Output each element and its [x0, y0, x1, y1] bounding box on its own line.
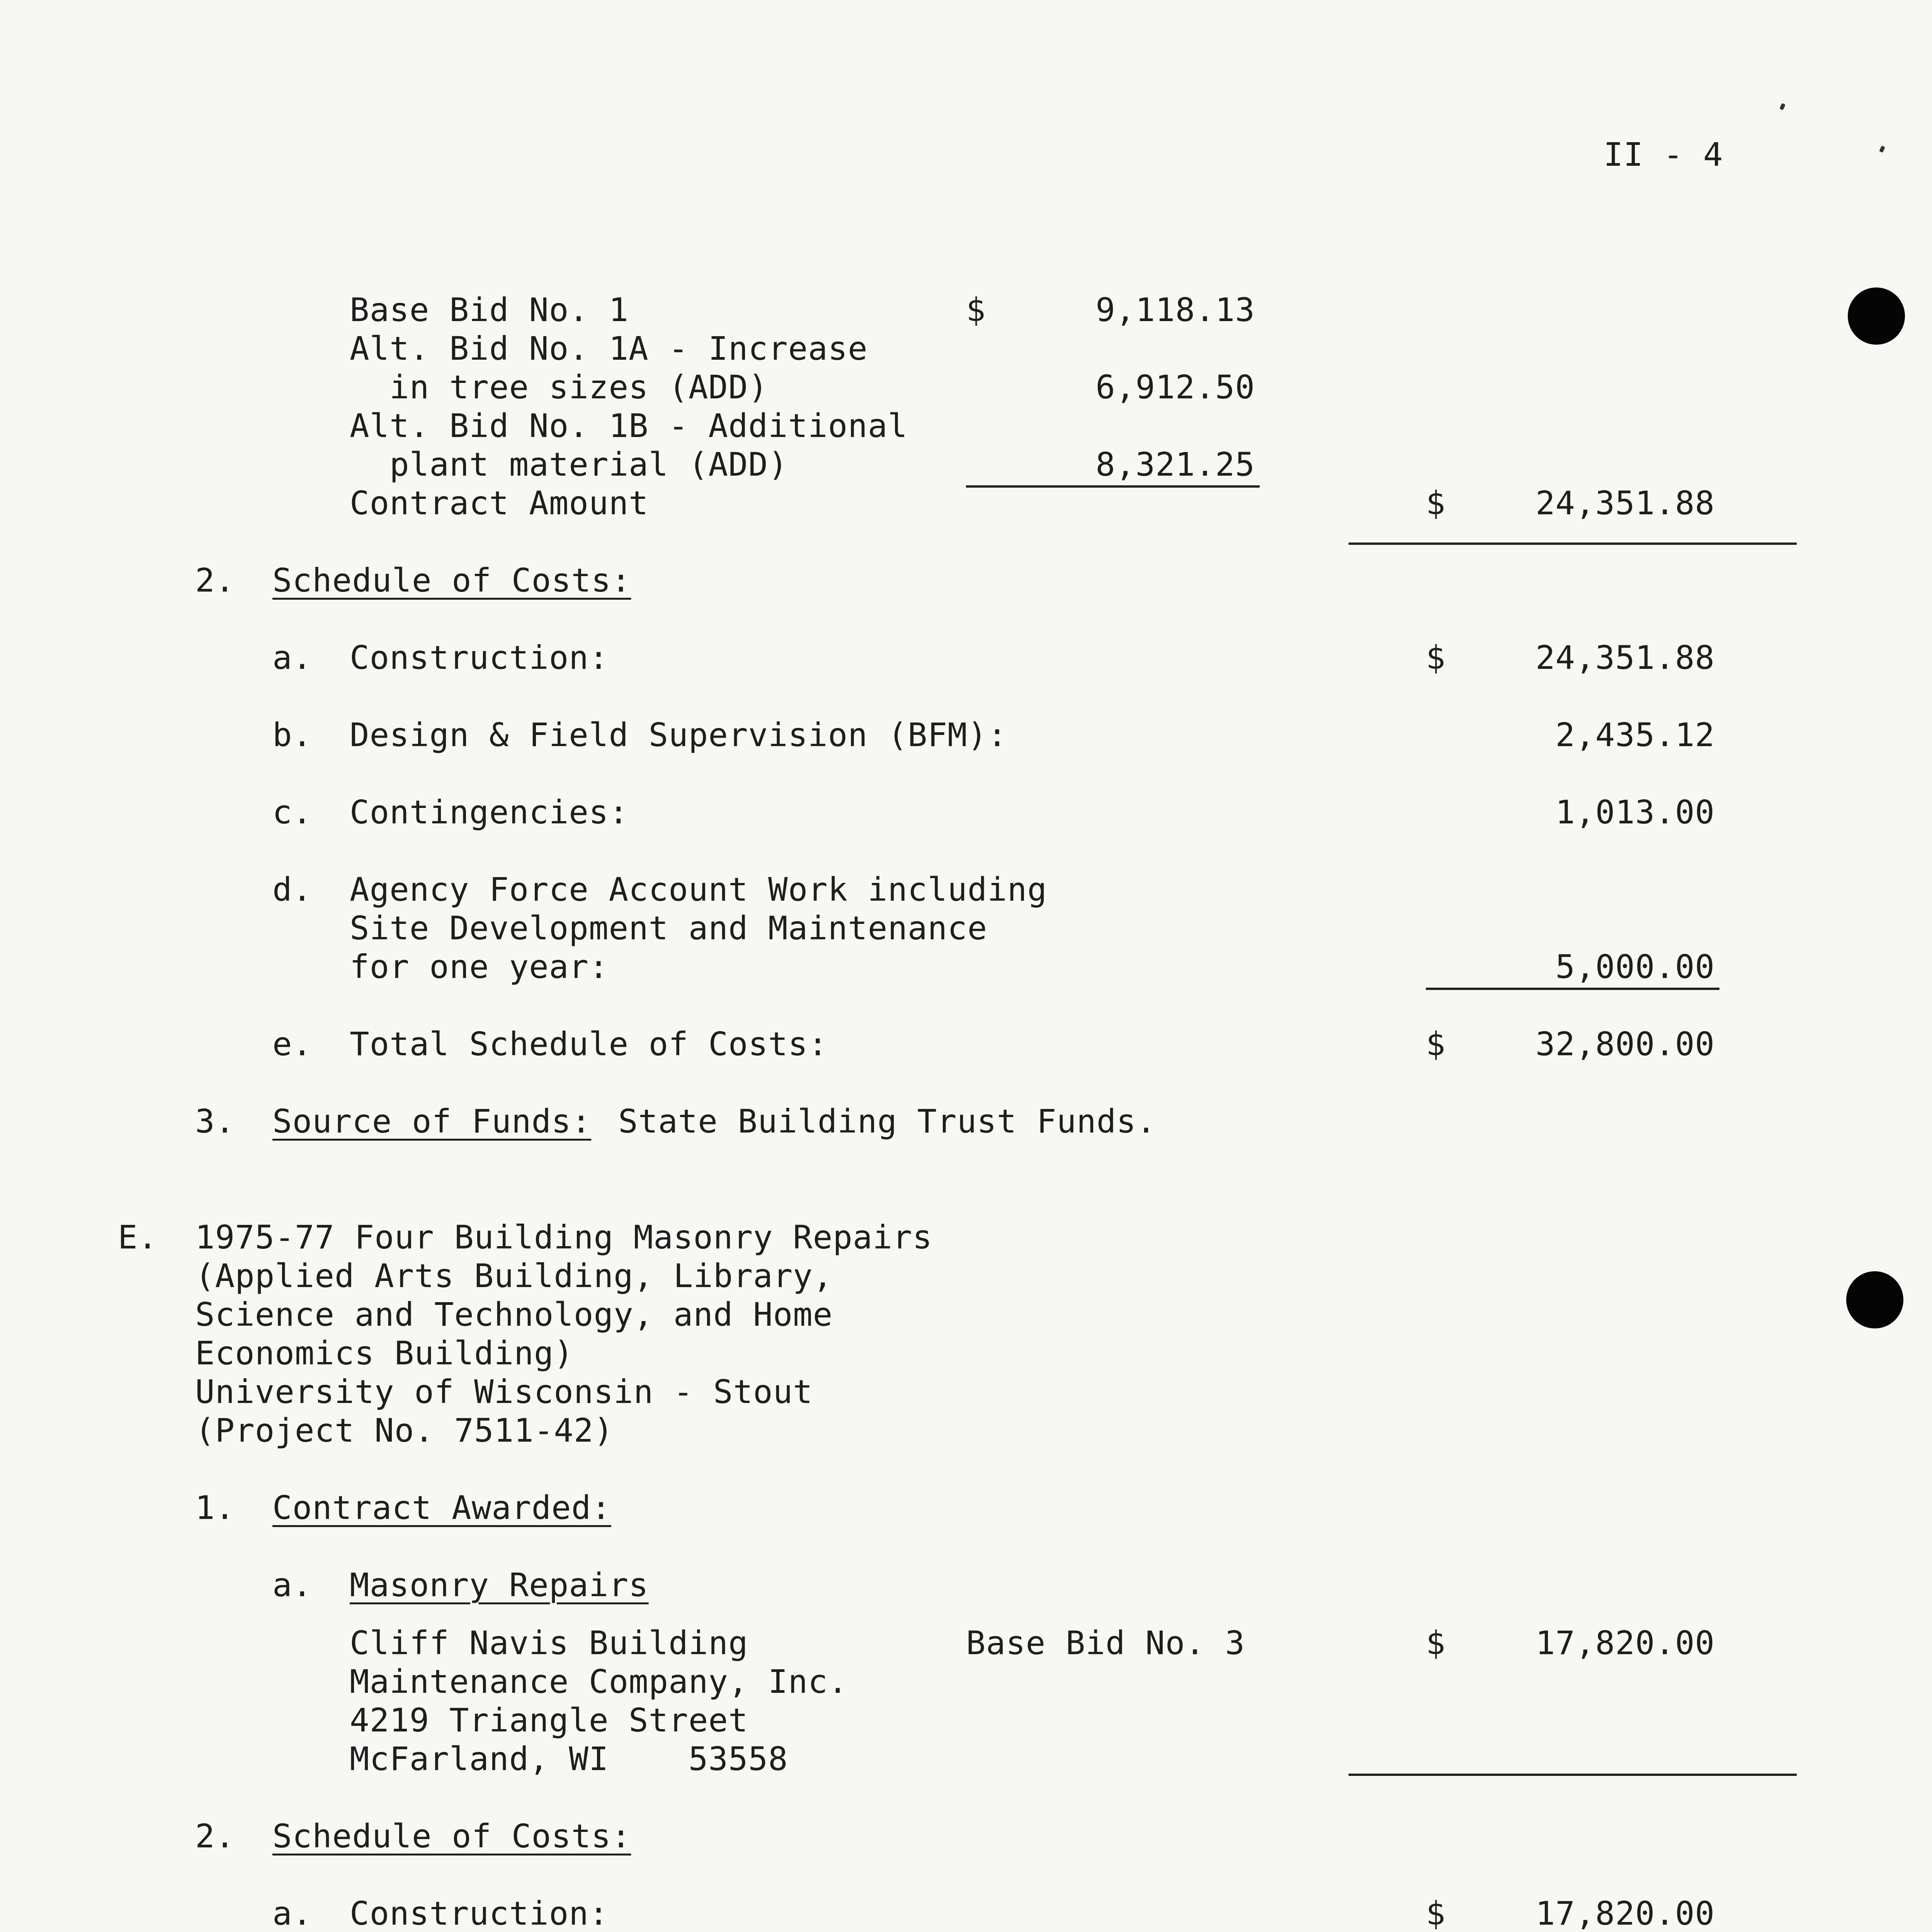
item-number: 1.	[195, 1489, 235, 1527]
section-heading: Contract Awarded:	[272, 1489, 611, 1527]
cost-currency: $	[1426, 1025, 1446, 1063]
bid-label: Base Bid No. 1	[350, 291, 629, 329]
cost-letter: e.	[272, 1025, 313, 1063]
title-line: Economics Building)	[195, 1334, 574, 1372]
contractor-line: Cliff Navis Building	[350, 1624, 748, 1662]
cost-label: Construction:	[350, 639, 609, 677]
total-rule	[1349, 1774, 1797, 1776]
cost-letter: a.	[272, 1895, 313, 1932]
cost-amount: 1,013.00	[1555, 793, 1715, 831]
title-line: 1975-77 Four Building Masonry Repairs	[195, 1218, 933, 1256]
contract-amount: 24,351.88	[1535, 484, 1715, 522]
cost-label: Total Schedule of Costs:	[350, 1025, 828, 1063]
bid-amount: 8,321.25	[1095, 446, 1255, 483]
bid-label: Alt. Bid No. 1A - Increase	[350, 330, 868, 367]
contractor-line: 4219 Triangle Street	[350, 1701, 748, 1739]
section-heading: Schedule of Costs:	[272, 561, 631, 599]
bid-label: in tree sizes (ADD)	[350, 368, 769, 406]
cost-letter: a.	[272, 1566, 313, 1604]
cost-label: Site Development and Maintenance	[350, 909, 988, 947]
subheading: Masonry Repairs	[350, 1566, 649, 1604]
cost-label: Contingencies:	[350, 793, 629, 831]
total-rule	[1349, 543, 1797, 545]
page-number: II - 4	[1604, 136, 1723, 173]
cost-amount: 5,000.00	[1555, 948, 1715, 986]
cost-label: Construction:	[350, 1895, 609, 1932]
section-heading: Schedule of Costs:	[272, 1817, 631, 1855]
section-letter: E.	[118, 1218, 158, 1256]
cost-label: Design & Field Supervision (BFM):	[350, 716, 1007, 754]
cost-letter: c.	[272, 793, 313, 831]
cost-label: for one year:	[350, 948, 609, 986]
title-line: (Project No. 7511-42)	[195, 1412, 614, 1449]
item-number: 2.	[195, 561, 235, 599]
source-text: State Building Trust Funds.	[618, 1102, 1156, 1140]
title-line: University of Wisconsin - Stout	[195, 1373, 813, 1411]
contractor-line: Maintenance Company, Inc.	[350, 1663, 848, 1701]
bid-label: plant material (ADD)	[350, 446, 788, 483]
contract-amount-label: Contract Amount	[350, 484, 649, 522]
cost-currency: $	[1426, 639, 1446, 677]
binder-hole	[1846, 1271, 1903, 1328]
title-line: Science and Technology, and Home	[195, 1296, 833, 1333]
cost-amount: 2,435.12	[1555, 716, 1715, 754]
section-heading: Source of Funds:	[272, 1102, 592, 1140]
cost-amount: 32,800.00	[1535, 1025, 1715, 1063]
paper-speck	[1879, 146, 1885, 153]
item-number: 2.	[195, 1817, 235, 1855]
cost-letter: b.	[272, 716, 313, 754]
binder-hole	[1848, 287, 1905, 345]
subtotal-rule	[1426, 988, 1719, 990]
contractor-line: McFarland, WI 53558	[350, 1740, 788, 1778]
cost-letter: a.	[272, 639, 313, 677]
bid-label: Base Bid No. 3	[966, 1624, 1245, 1662]
paper-speck	[1779, 103, 1786, 111]
title-line: (Applied Arts Building, Library,	[195, 1257, 833, 1295]
bid-label: Alt. Bid No. 1B - Additional	[350, 407, 908, 445]
item-number: 3.	[195, 1102, 235, 1140]
bid-amount: 6,912.50	[1095, 368, 1255, 406]
cost-amount: 17,820.00	[1535, 1895, 1715, 1932]
cost-letter: d.	[272, 871, 313, 908]
bid-currency: $	[966, 291, 986, 329]
subtotal-rule	[966, 485, 1260, 488]
cost-label: Agency Force Account Work including	[350, 871, 1048, 908]
contract-currency: $	[1426, 1624, 1446, 1662]
cost-currency: $	[1426, 1895, 1446, 1932]
cost-amount: 24,351.88	[1535, 639, 1715, 677]
bid-amount: 9,118.13	[1095, 291, 1255, 329]
contract-amount: 17,820.00	[1535, 1624, 1715, 1662]
contract-amount-currency: $	[1426, 484, 1446, 522]
